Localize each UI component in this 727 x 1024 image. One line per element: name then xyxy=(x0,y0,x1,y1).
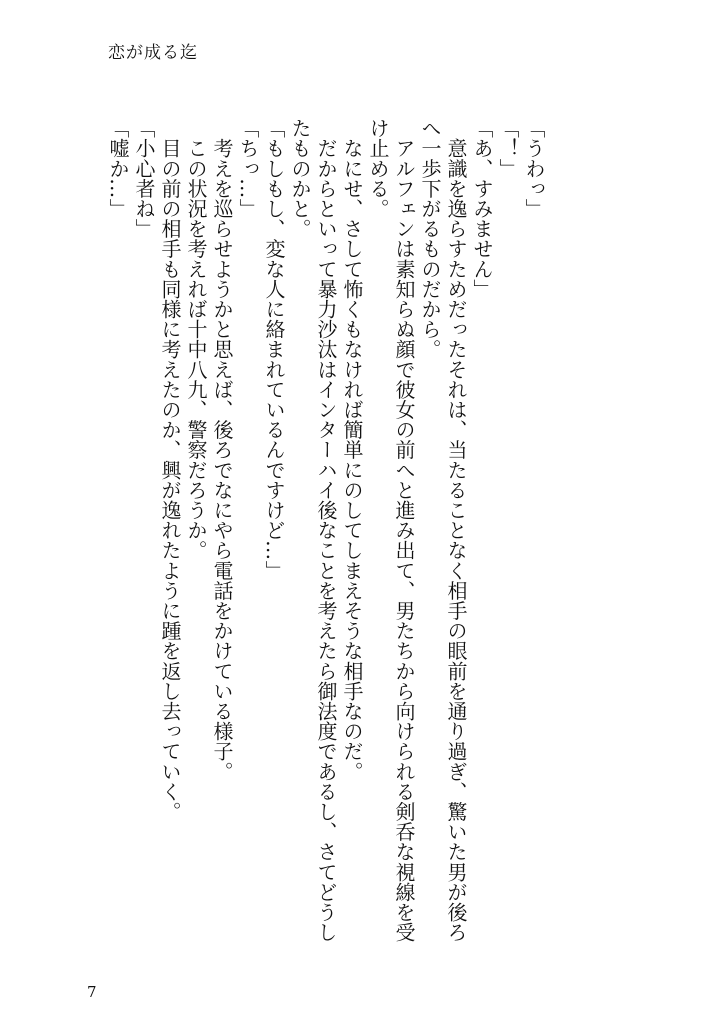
text-column: 「小心者ね」 xyxy=(132,118,156,239)
text-column: 「あ、すみません」 xyxy=(470,118,494,299)
text-column: 目の前の相手も同様に考えたのか、興が逸れたように踵を返し去っていく。 xyxy=(158,118,182,822)
text-column: 考えを巡らせようかと思えば、後ろでなにやら電話をかけている様子。 xyxy=(210,118,234,782)
text-column: だからといって暴力沙汰はインターハイ後なことを考えたら御法度であるし、さてどうし xyxy=(314,118,338,943)
text-column: へ一歩下がるものだから。 xyxy=(418,118,442,360)
text-column: 「！」 xyxy=(496,118,520,179)
text-column: 意識を逸らすためだったそれは、当たることなく相手の眼前を通り過ぎ、驚いた男が後ろ xyxy=(444,118,468,943)
text-column: 「うわっ」 xyxy=(522,118,546,219)
text-column: なにせ、さして怖くもなければ簡単にのしてしまえそうな相手なのだ。 xyxy=(340,118,364,782)
text-column: この状況を考えれば十中八九、警察だろうか。 xyxy=(184,118,208,561)
text-column: 「もしもし、変な人に絡まれているんですけど…」 xyxy=(262,118,286,581)
text-column: 「ちっ…」 xyxy=(236,118,260,219)
text-column: アルフェンは素知らぬ顔で彼女の前へと進み出て、男たちから向けられる剣呑な視線を受 xyxy=(392,118,416,943)
page-number: 7 xyxy=(87,983,97,1001)
text-column: 「嘘か…」 xyxy=(106,118,130,219)
body-text xyxy=(105,118,547,978)
running-head: 恋が成る迄 xyxy=(108,43,198,63)
text-column: け止める。 xyxy=(366,118,390,219)
text-column: たものかと。 xyxy=(288,118,312,239)
